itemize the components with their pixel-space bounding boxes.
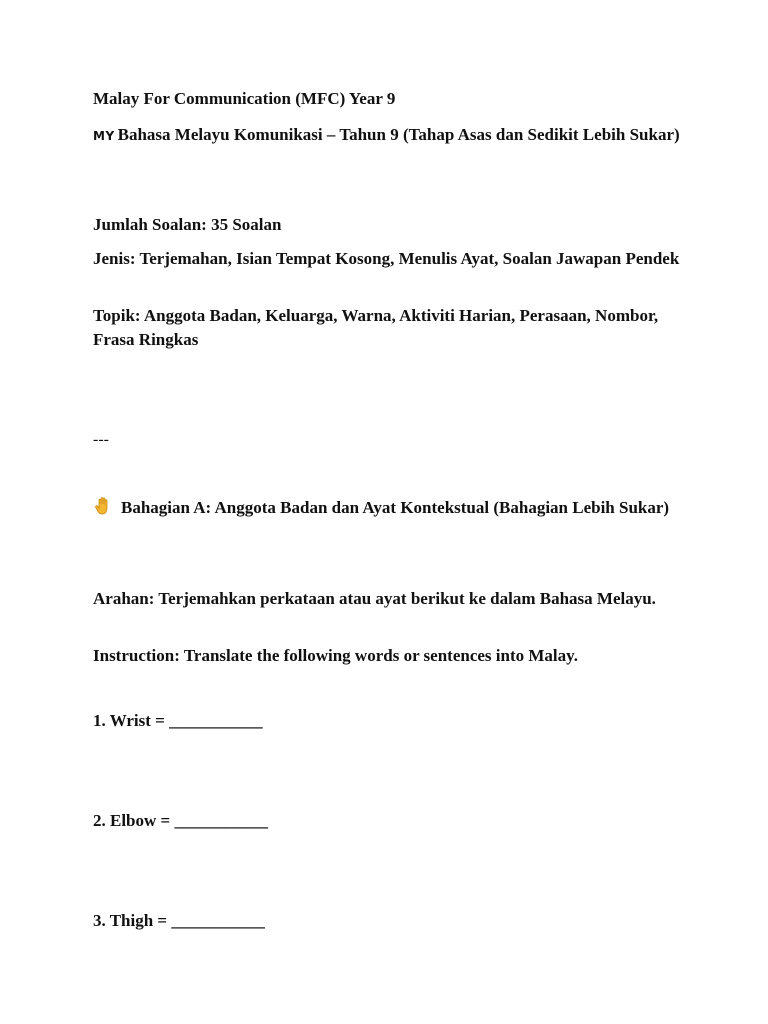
total-questions: Jumlah Soalan: 35 Soalan [93,215,282,234]
document-title: Malay For Communication (MFC) Year 9 [93,89,396,108]
raised-hand-icon [93,496,113,516]
subtitle-text: Bahasa Melayu Komunikasi – Tahun 9 (Tahap Asas dan Sedikit Lebih Sukar) [117,125,680,144]
instruction-malay: Arahan: Terjemahkan perkataan atau ayat berikut ke dalam Bahasa Melayu. [93,589,656,608]
section-divider: --- [93,431,109,448]
topics: Topik: Anggota Badan, Keluarga, Warna, Aktiviti Harian, Perasaan, Nombor, Frasa Ringkas [93,306,659,349]
question-item: 2. Elbow = ___________ [93,811,268,830]
question-types: Jenis: Terjemahan, Isian Tempat Kosong, Menulis Ayat, Soalan Jawapan Pendek [93,249,680,268]
section-a-title: Bahagian A: Anggota Badan dan Ayat Kontekstual (Bahagian Lebih Sukar) [121,498,670,517]
malaysia-flag-icon: MY [93,129,115,143]
instruction-english: Instruction: Translate the following words or sentences into Malay. [93,646,578,665]
question-item: 1. Wrist = ___________ [93,711,263,730]
question-item: 3. Thigh = ___________ [93,911,265,930]
section-a-heading [93,496,683,520]
document-subtitle [93,123,683,148]
